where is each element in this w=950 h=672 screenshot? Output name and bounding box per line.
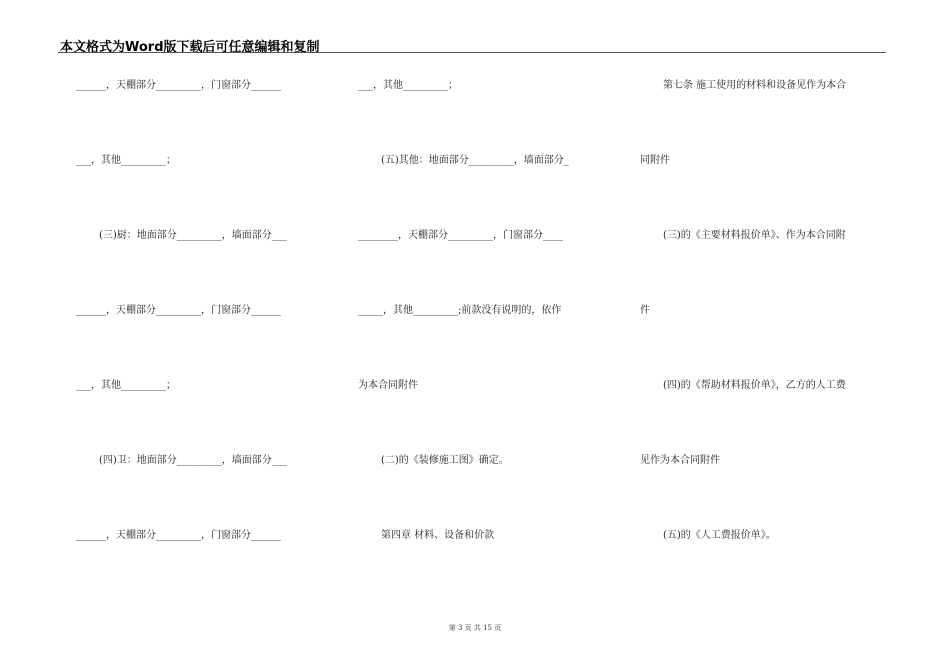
right-line-4: 件 xyxy=(640,305,650,316)
right-line-6: 见作为本合同附件 xyxy=(640,455,720,466)
middle-line-3: ________，天棚部分_________，门窗部分____ xyxy=(358,230,563,241)
page-number-footer: 第 3 页 共 15 页 xyxy=(448,624,502,632)
left-line-1: ______，天棚部分_________，门窗部分______ xyxy=(76,80,281,91)
right-line-7: (五)的《人工费报价单》。 xyxy=(663,530,776,541)
left-line-3: (三)厨：地面部分_________，墙面部分___ xyxy=(99,230,287,241)
left-line-6: (四)卫：地面部分_________，墙面部分___ xyxy=(99,455,287,466)
right-line-2: 同附件 xyxy=(640,155,670,166)
middle-line-6: (二)的《装修施工图》确定。 xyxy=(381,455,509,466)
middle-line-1: ___，其他_________； xyxy=(358,80,458,91)
right-line-1: 第七条 施工使用的材料和设备见作为本合 xyxy=(663,80,847,91)
left-line-2: ___，其他_________； xyxy=(76,155,176,166)
header-divider xyxy=(58,52,886,53)
middle-line-4: _____，其他_________;前款没有说明的，依作 xyxy=(358,305,562,316)
right-line-5: (四)的《帮助材料报价单》，乙方的人工费 xyxy=(663,380,846,391)
middle-line-7: 第四章 材料、设备和价款 xyxy=(381,530,495,541)
left-line-5: ___，其他_________； xyxy=(76,380,176,391)
middle-line-5: 为本合同附件 xyxy=(358,380,418,391)
document-header-title: 本文格式为Word版下载后可任意编辑和复制 xyxy=(60,40,320,55)
right-line-3: (三)的《主要材料报价单》、作为本合同附 xyxy=(663,230,846,241)
middle-line-2: (五)其他：地面部分_________，墙面部分_ xyxy=(381,155,569,166)
left-line-4: ______，天棚部分_________，门窗部分______ xyxy=(76,305,281,316)
left-line-7: ______，天棚部分_________，门窗部分______ xyxy=(76,530,281,541)
